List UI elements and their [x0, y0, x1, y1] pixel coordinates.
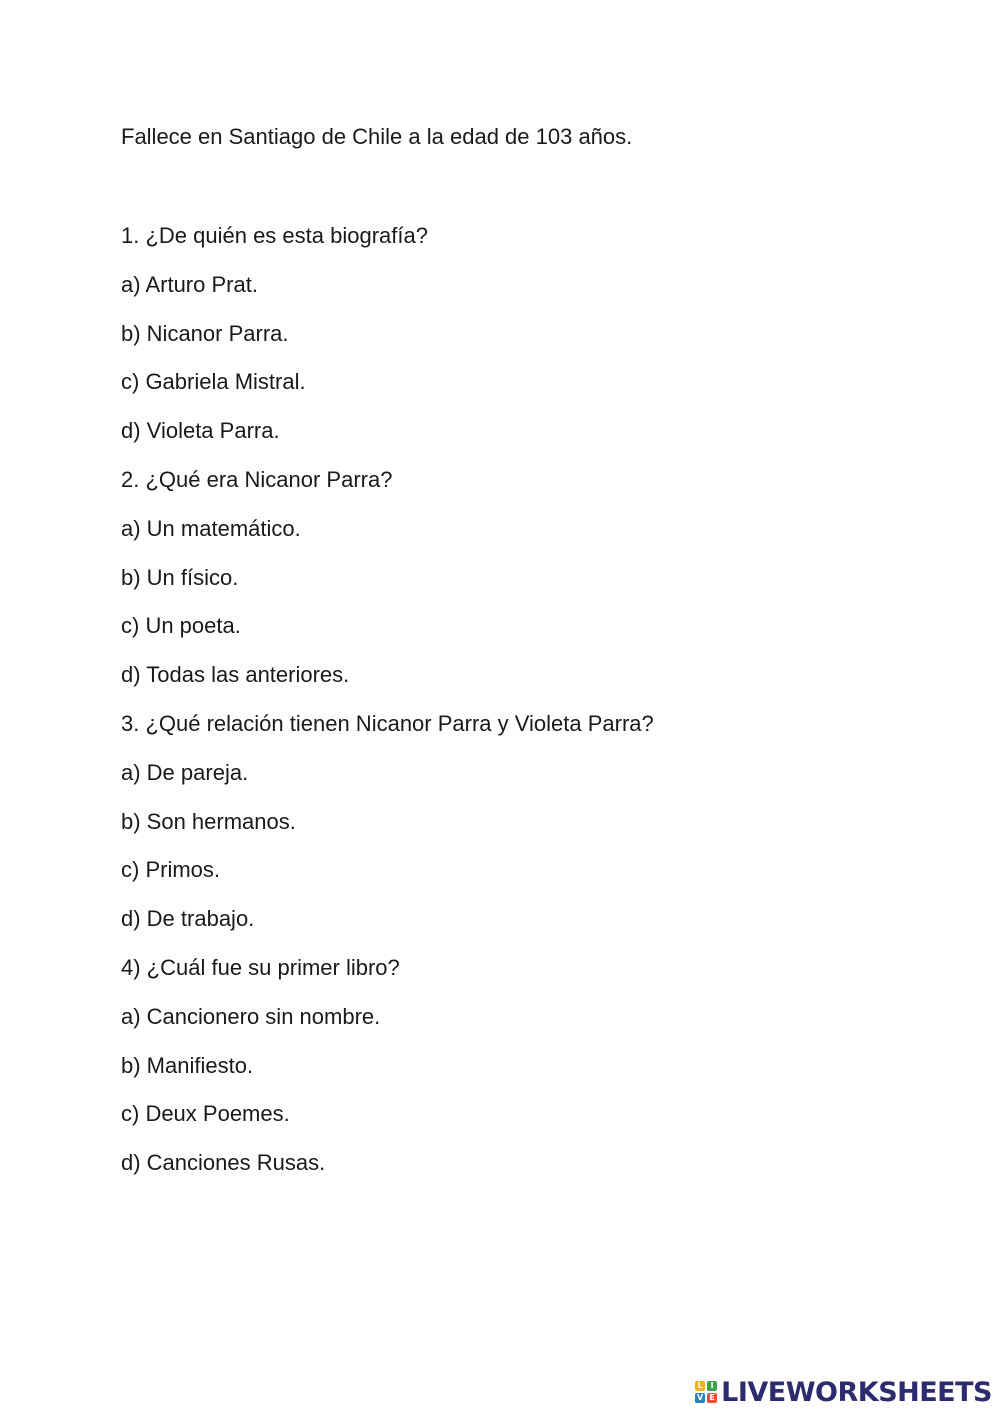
liveworksheets-wordmark: LIVEWORKSHEETS: [721, 1376, 992, 1408]
logo-square-l: L: [695, 1381, 705, 1391]
question-2: 2. ¿Qué era Nicanor Parra?: [121, 466, 393, 492]
question-3-option-b[interactable]: b) Son hermanos.: [121, 808, 296, 834]
quiz: [121, 221, 921, 1197]
intro-text: Fallece en Santiago de Chile a la edad de 103 años.: [121, 124, 633, 149]
question-1-option-c[interactable]: c) Gabriela Mistral.: [121, 369, 306, 395]
question-4: 4) ¿Cuál fue su primer libro?: [121, 954, 400, 980]
question-4-option-a[interactable]: a) Cancionero sin nombre.: [121, 1003, 381, 1029]
question-3: 3. ¿Qué relación tienen Nicanor Parra y Violeta Parra?: [121, 710, 654, 736]
question-4-option-c[interactable]: c) Deux Poemes.: [121, 1101, 290, 1127]
question-2-option-d[interactable]: d) Todas las anteriores.: [121, 662, 350, 688]
logo-square-i: I: [707, 1381, 717, 1391]
question-2-option-a[interactable]: a) Un matemático.: [121, 515, 301, 541]
question-1-option-a[interactable]: a) Arturo Prat.: [121, 271, 258, 297]
question-1: 1. ¿De quién es esta biografía?: [121, 223, 428, 248]
question-2-option-b[interactable]: b) Un físico.: [121, 564, 239, 590]
question-1-option-b[interactable]: b) Nicanor Parra.: [121, 320, 289, 346]
question-3-option-c[interactable]: c) Primos.: [121, 857, 220, 883]
question-3-option-a[interactable]: a) De pareja.: [121, 759, 249, 785]
question-3-option-d[interactable]: d) De trabajo.: [121, 906, 255, 932]
logo-square-v: V: [697, 1393, 704, 1402]
liveworksheets-watermark: [695, 1377, 992, 1407]
logo-square-e: E: [707, 1393, 717, 1403]
question-2-option-c[interactable]: c) Un poeta.: [121, 613, 241, 639]
liveworksheets-logo-icon: [695, 1381, 717, 1403]
question-4-option-b[interactable]: b) Manifiesto.: [121, 1052, 254, 1078]
question-1-option-d[interactable]: d) Violeta Parra.: [121, 418, 280, 444]
question-4-option-d[interactable]: d) Canciones Rusas.: [121, 1150, 326, 1176]
